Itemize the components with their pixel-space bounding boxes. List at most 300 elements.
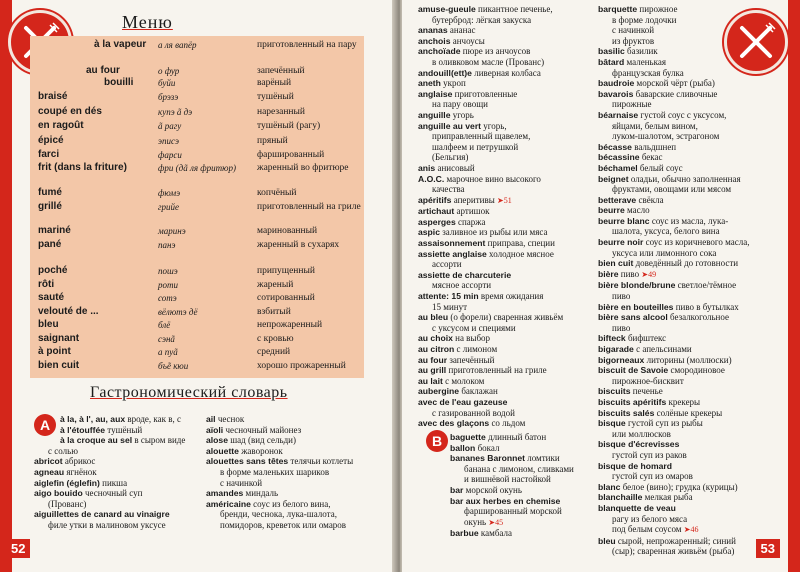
entry-definition: французская булка: [612, 67, 684, 78]
dictionary-entry: [598, 397, 748, 408]
entry-definition: угорь,: [483, 120, 507, 131]
menu-translation: средний: [257, 347, 291, 357]
entry-definition: окунь: [464, 516, 487, 527]
entry-definition: телячьи котлеты: [290, 456, 354, 467]
page-number: 52: [6, 539, 30, 558]
dictionary-entry: [598, 184, 748, 195]
dictionary-entry: [418, 121, 596, 132]
entry-term: bisque: [598, 418, 626, 429]
entry-definition: и вишнёвой настойкой: [464, 474, 551, 485]
dictionary-entry: [34, 435, 204, 446]
entry-definition: луком-шалотом, эстрагоном: [612, 131, 720, 142]
dictionary-entry: [418, 36, 596, 47]
dictionary-column-b: [450, 432, 600, 539]
entry-term: bigorneaux: [598, 354, 645, 365]
entry-definition: с молоком: [445, 375, 485, 386]
dictionary-column-1: [34, 414, 204, 531]
entry-term: apéritifs: [418, 194, 452, 205]
entry-definition: банана с лимоном, сливками: [464, 463, 574, 474]
dictionary-entry: [418, 365, 596, 376]
page-reference-arrow[interactable]: ➤49: [641, 269, 657, 279]
dictionary-entry: [418, 89, 596, 100]
red-strip: [0, 0, 12, 572]
menu-translation: взбитый: [257, 307, 291, 317]
dictionary-entry: [206, 520, 376, 531]
entry-term: au choix: [418, 333, 453, 344]
entry-definition: белое (вино); грудка (курицы): [622, 481, 738, 492]
entry-definition: литорины (моллюски): [646, 354, 732, 365]
dictionary-entry: [418, 312, 596, 323]
entry-term: bisque de homard: [598, 460, 673, 471]
entry-definition: филе утки в малиновом уксусе: [48, 519, 166, 530]
entry-definition: с начинкой: [220, 477, 263, 488]
dictionary-entry: [598, 386, 748, 397]
entry-definition: пиво: [620, 268, 640, 279]
entry-definition: густой суп из раков: [612, 449, 687, 460]
entry-term: barquette: [598, 4, 638, 14]
dictionary-entry: [598, 514, 748, 525]
entry-term: bécassine: [598, 152, 640, 163]
entry-term: béarnaise: [598, 109, 639, 120]
menu-transcription: пошэ: [158, 266, 178, 276]
dictionary-entry: [598, 323, 748, 334]
dictionary-entry: [598, 226, 748, 237]
dictionary-entry: [598, 344, 748, 355]
dictionary-entry: [418, 238, 596, 249]
entry-definition: густой соус с уксусом,: [640, 109, 727, 120]
dictionary-entry: [450, 474, 600, 485]
entry-term: aïoli: [206, 424, 224, 435]
entry-definition: шалота, уксуса, белого вина: [612, 226, 720, 237]
dictionary-entry: [418, 142, 596, 153]
menu-french-term: mariné: [38, 225, 71, 236]
menu-translation: припущенный: [257, 266, 315, 276]
entry-term: anglaise: [418, 88, 453, 99]
menu-transcription: маринэ: [158, 226, 186, 236]
menu-translation: жареный: [257, 280, 294, 290]
menu-translation: тушёный: [257, 92, 294, 102]
dictionary-entry: [598, 142, 748, 153]
menu-translation: сотированный: [257, 293, 315, 303]
entry-definition: доведённый до готовности: [635, 258, 739, 269]
entry-term: alose: [206, 435, 228, 446]
entry-term: avec des glaçons: [418, 418, 490, 429]
dictionary-entry: [450, 485, 600, 496]
dictionary-entry: [450, 464, 600, 475]
entry-definition: густой суп из омаров: [612, 471, 693, 482]
entry-term: biscuits apéritifs: [598, 396, 667, 407]
dictionary-entry: [418, 259, 596, 270]
entry-definition: (сыр); сваренная живьём (рыба): [612, 546, 735, 557]
dictionary-entry: [418, 152, 596, 163]
menu-transcription: а ля вапёр: [158, 40, 197, 50]
menu-transcription: бъẽ кюи: [158, 361, 189, 371]
entry-definition: спаржа: [458, 216, 486, 227]
dictionary-entry: [418, 163, 596, 174]
entry-definition: с лимоном: [456, 344, 498, 354]
dictionary-entry: [418, 174, 596, 185]
entry-definition: (о форели) сваренная живьём: [450, 312, 564, 323]
menu-translation: с кровью: [257, 334, 294, 344]
entry-definition: яйцами, белым вином,: [612, 120, 698, 131]
dictionary-entry: [598, 131, 748, 142]
entry-definition: пирожное: [639, 4, 678, 14]
menu-french-term: farci: [38, 149, 60, 160]
entry-definition: вальдшнеп: [634, 141, 677, 152]
menu-french-term: poché: [38, 265, 68, 276]
menu-translation: жаренный в сухарях: [257, 240, 340, 250]
menu-french-term: au four: [86, 65, 120, 76]
entry-definition: на пару овощи: [432, 99, 488, 110]
dictionary-entry: [598, 302, 748, 313]
entry-term: attente: 15 min: [418, 291, 479, 302]
entry-term: aubergine: [418, 386, 460, 397]
entry-definition: или моллюсков: [612, 428, 671, 439]
entry-definition: запечённый: [449, 354, 495, 365]
entry-definition: светлое/тёмное: [677, 280, 737, 291]
entry-definition: соус из белого вина,: [253, 498, 331, 509]
entry-term: alouette: [206, 445, 239, 456]
entry-term: bavarois: [598, 88, 634, 99]
entry-definition: солёные крекеры: [656, 407, 723, 418]
entry-term: bière en bouteilles: [598, 301, 674, 312]
entry-definition: тушёный: [107, 424, 143, 435]
entry-definition: вроде, как в, с: [127, 414, 182, 424]
menu-transcription: сэнã: [158, 334, 175, 344]
entry-term: à la croque au sel: [60, 435, 133, 446]
dictionary-entry: [598, 25, 748, 36]
dictionary-entry: [598, 291, 748, 302]
dictionary-entry: [206, 435, 376, 446]
entry-definition: безалкогольное: [670, 312, 729, 323]
entry-definition: соус из коричневого масла,: [645, 237, 750, 248]
menu-french-term: coupé en dés: [38, 106, 102, 117]
entry-definition: шалфеем и петрушкой: [432, 141, 519, 152]
entry-term: beurre: [598, 205, 625, 216]
dictionary-entry: [206, 488, 376, 499]
dictionary-entry: [598, 237, 748, 248]
entry-term: baguette: [450, 432, 486, 442]
dictionary-entry: [206, 456, 376, 467]
dictionary-entry: [206, 467, 376, 478]
entry-definition: качества: [432, 184, 465, 195]
menu-transcription: купэ ã дэ: [158, 107, 193, 117]
dictionary-entry: [598, 461, 748, 472]
dictionary-entry: [598, 248, 748, 259]
entry-term: betterave: [598, 194, 637, 205]
menu-transcription: брэзэ: [158, 92, 179, 102]
dictionary-entry: [598, 163, 748, 174]
dictionary-entry: [598, 280, 748, 291]
entry-term: assaisonnement: [418, 238, 486, 249]
entry-definition: масло: [627, 205, 650, 216]
entry-term: avec de l'eau gazeuse: [418, 396, 508, 407]
entry-definition: баварские сливочные: [635, 88, 718, 99]
entry-definition: ананас: [449, 25, 476, 36]
dictionary-entry: [598, 78, 748, 89]
page-reference-arrow[interactable]: ➤51: [497, 195, 512, 205]
dictionary-entry: [450, 443, 600, 454]
entry-definition: маленькая: [626, 56, 667, 67]
entry-definition: баклажан: [461, 386, 498, 397]
entry-definition: пирожное-бисквит: [612, 375, 684, 386]
entry-definition: чесночный майонез: [225, 424, 302, 435]
entry-definition: под белым соусом: [612, 524, 682, 535]
dictionary-entry: [418, 195, 596, 207]
menu-transcription: блё: [158, 320, 171, 330]
dictionary-entry: [598, 418, 748, 429]
dictionary-entry: [418, 227, 596, 238]
entry-definition: белый соус: [639, 162, 683, 173]
dictionary-entry: [598, 482, 748, 493]
entry-term: aigo bouido: [34, 488, 83, 499]
entry-definition: сырой, непрожаренный; синий: [617, 535, 736, 546]
entry-definition: рагу из белого мяса: [612, 513, 688, 524]
entry-definition: густой суп из рыбы: [627, 418, 703, 429]
dictionary-entry: [34, 520, 204, 531]
entry-term: blanc: [598, 481, 621, 492]
page-reference-arrow[interactable]: ➤46: [683, 525, 699, 535]
dictionary-entry: [34, 456, 204, 467]
entry-definition: угорь: [452, 109, 474, 120]
entry-definition: заливное из рыбы или мяса: [442, 227, 548, 238]
entry-term: asperges: [418, 216, 456, 227]
menu-transcription: а пуã: [158, 347, 178, 357]
entry-definition: помидоров, креветок или омаров: [220, 519, 347, 530]
entry-definition: пиво в бутылках: [675, 301, 739, 312]
dictionary-entry: [418, 418, 596, 429]
page-reference-arrow[interactable]: ➤45: [488, 517, 504, 527]
entry-definition: в оливковом масле (Прованс): [432, 56, 545, 67]
entry-term: anis: [418, 162, 436, 173]
dictionary-entry: [598, 152, 748, 163]
dictionary-entry: [34, 414, 204, 425]
entry-term: aspic: [418, 227, 440, 238]
dictionary-entry: [598, 205, 748, 216]
entry-definition: 15 минут: [432, 301, 468, 312]
dictionary-entry: [418, 280, 596, 291]
entry-definition: приправленный щавелем,: [432, 131, 531, 142]
dictionary-entry: [34, 499, 204, 510]
entry-term: au lait: [418, 375, 443, 386]
entry-term: artichaut: [418, 206, 455, 217]
entry-definition: приготовленные: [454, 88, 518, 99]
dictionary-entry: [598, 174, 748, 185]
entry-term: ballon: [450, 442, 476, 453]
dictionary-entry: [598, 121, 748, 132]
entry-definition: приправа, специи: [487, 238, 555, 249]
entry-definition: миндаль: [245, 488, 279, 499]
entry-term: anchois: [418, 35, 451, 46]
dictionary-entry: [598, 68, 748, 79]
entry-definition: смородиновое: [670, 365, 725, 376]
dictionary-entry: [598, 110, 748, 121]
entry-definition: аперитивы: [453, 194, 495, 205]
entry-term: biscuit de Savoie: [598, 365, 669, 376]
menu-translation: пряный: [257, 136, 288, 146]
dictionary-entry: [450, 506, 600, 517]
entry-definition: холодное мясное: [489, 248, 554, 259]
menu-french-term: frit (dans la friture): [38, 162, 127, 173]
dictionary-entry: [598, 99, 748, 110]
entry-definition: время ожидания: [480, 291, 544, 302]
entry-definition: уксуса или лимонного сока: [612, 247, 717, 258]
entry-definition: длинный батон: [488, 432, 547, 442]
entry-definition: мелкая рыба: [644, 492, 693, 503]
menu-french-term: bien cuit: [38, 360, 80, 371]
entry-term: bigarade: [598, 344, 634, 354]
dictionary-entry: [598, 46, 748, 57]
menu-french-term: fumé: [38, 187, 62, 198]
entry-definition: крекеры: [668, 396, 701, 407]
dictionary-entry: [418, 217, 596, 228]
dictionary-entry: [418, 57, 596, 68]
dictionary-entry: [34, 478, 204, 489]
entry-definition: ягнёнок: [66, 466, 97, 477]
entry-term: à la, à l', au, aux: [60, 414, 126, 424]
dictionary-entry: [598, 269, 748, 281]
entry-term: beignet: [598, 173, 629, 184]
entry-term: bâtard: [598, 56, 625, 67]
entry-term: bière blonde/brune: [598, 280, 676, 291]
dictionary-entry: [598, 546, 748, 557]
dictionary-entry: [598, 524, 748, 536]
menu-translation: тушёный (рагу): [257, 121, 321, 131]
dictionary-entry: [206, 425, 376, 436]
entry-term: bleu: [598, 535, 616, 546]
entry-definition: пикша: [102, 477, 128, 488]
entry-term: aiguillettes de canard au vinaigre: [34, 509, 170, 520]
entry-term: américaine: [206, 498, 251, 509]
menu-transcription: вёлютэ дё: [158, 307, 198, 317]
entry-definition: (Прованс): [48, 498, 87, 509]
entry-definition: чесночный суп: [84, 488, 143, 499]
menu-french-term: à la vapeur: [94, 39, 147, 50]
menu-translation: копчёный: [257, 188, 297, 198]
entry-term: biscuits salés: [598, 407, 655, 418]
entry-term: beurre noir: [598, 237, 644, 248]
menu-french-term: sauté: [38, 292, 65, 303]
dictionary-entry: [598, 333, 748, 344]
entry-term: au four: [418, 354, 448, 365]
dictionary-entry: [418, 78, 596, 89]
entry-term: au grill: [418, 365, 447, 376]
menu-translation: хорошо прожаренный: [257, 361, 346, 371]
entry-term: andouill(ett)e: [418, 67, 472, 78]
dictionary-entry: [598, 312, 748, 323]
dictionary-entry: [598, 355, 748, 366]
menu-translation: запечённый: [257, 66, 305, 76]
dictionary-entry: [418, 4, 596, 15]
menu-translation: непрожаренный: [257, 320, 323, 330]
dictionary-entry: [418, 15, 596, 26]
dictionary-entry: [206, 414, 376, 425]
dictionary-entry: [598, 57, 748, 68]
menu-french-term: à point: [38, 346, 71, 357]
entry-term: bisque d'écrevisses: [598, 439, 680, 450]
entry-definition: приготовленный на гриле: [448, 365, 547, 376]
dictionary-entry: [418, 270, 596, 281]
entry-term: aneth: [418, 78, 441, 89]
entry-term: bar aux herbes en chemise: [450, 495, 561, 506]
entry-definition: ливерная колбаса: [474, 67, 541, 78]
dictionary-entry: [418, 333, 596, 344]
dictionary-entry: [598, 365, 748, 376]
letter-a-badge: A: [34, 414, 56, 436]
dictionary-entry: [418, 184, 596, 195]
entry-definition: артишок: [456, 206, 490, 217]
entry-definition: в форме маленьких шариков: [220, 466, 330, 477]
right-page: [402, 0, 800, 572]
entry-term: blanchaille: [598, 492, 643, 503]
entry-definition: пикантное печенье,: [478, 4, 553, 14]
entry-definition: анисовый: [437, 162, 475, 173]
menu-title: Меню: [122, 12, 173, 32]
entry-definition: чеснок: [217, 414, 245, 424]
menu-transcription: эписэ: [158, 136, 179, 146]
entry-definition: свёкла: [638, 194, 664, 205]
menu-transcription: фарси: [158, 150, 182, 160]
entry-definition: (Бельгия): [432, 152, 469, 163]
dictionary-entry: [598, 536, 748, 547]
menu-transcription: грийе: [158, 202, 180, 212]
dictionary-entry: [418, 25, 596, 36]
menu-french-term: velouté de ...: [38, 306, 99, 317]
dictionary-entry: [598, 36, 748, 47]
entry-definition: бутерброд: лёгкая закуска: [432, 14, 532, 25]
dictionary-entry: [418, 206, 596, 217]
dictionary-column-1: [418, 4, 596, 429]
entry-term: assiette de charcuterie: [418, 269, 512, 280]
entry-term: au bleu: [418, 312, 449, 323]
entry-term: anguille au vert: [418, 120, 482, 131]
dictionary-entry: [598, 471, 748, 482]
menu-translation: жаренный во фритюре: [257, 163, 349, 173]
dictionary-entry: [598, 15, 748, 26]
menu-transcription: фюмэ: [158, 188, 181, 198]
dictionary-entry: [598, 503, 748, 514]
menu-transcription: буйи: [158, 78, 176, 88]
entry-definition: с апельсинами: [636, 344, 692, 354]
entry-term: beurre blanc: [598, 215, 650, 226]
dictionary-entry: [598, 258, 748, 269]
entry-definition: анчоусы: [452, 35, 485, 46]
entry-definition: мясное ассорти: [432, 280, 492, 291]
dictionary-entry: [418, 323, 596, 334]
entry-term: au citron: [418, 344, 455, 354]
dictionary-entry: [418, 355, 596, 366]
entry-definition: с уксусом и специями: [432, 322, 516, 333]
dictionary-entry: [34, 446, 204, 457]
dictionary-entry: [418, 131, 596, 142]
dictionary-entry: [450, 496, 600, 507]
entry-definition: абрикос: [64, 456, 96, 467]
entry-term: biscuits: [598, 386, 631, 397]
menu-transcription: сотэ: [158, 293, 177, 303]
dictionary-entry: [418, 408, 596, 419]
dictionary-entry: [418, 386, 596, 397]
dictionary-entry: [206, 499, 376, 510]
menu-translation: нарезанный: [257, 107, 305, 117]
entry-term: bananes Baronnet: [450, 453, 525, 464]
entry-term: ananas: [418, 25, 448, 36]
entry-term: anguille: [418, 109, 451, 120]
entry-definition: в сыром виде: [134, 435, 186, 446]
menu-french-term: bleu: [38, 319, 59, 330]
menu-translation: приготовленный на гриле: [257, 202, 361, 212]
menu-translation: варёный: [257, 78, 292, 88]
dictionary-entry: [598, 429, 748, 440]
